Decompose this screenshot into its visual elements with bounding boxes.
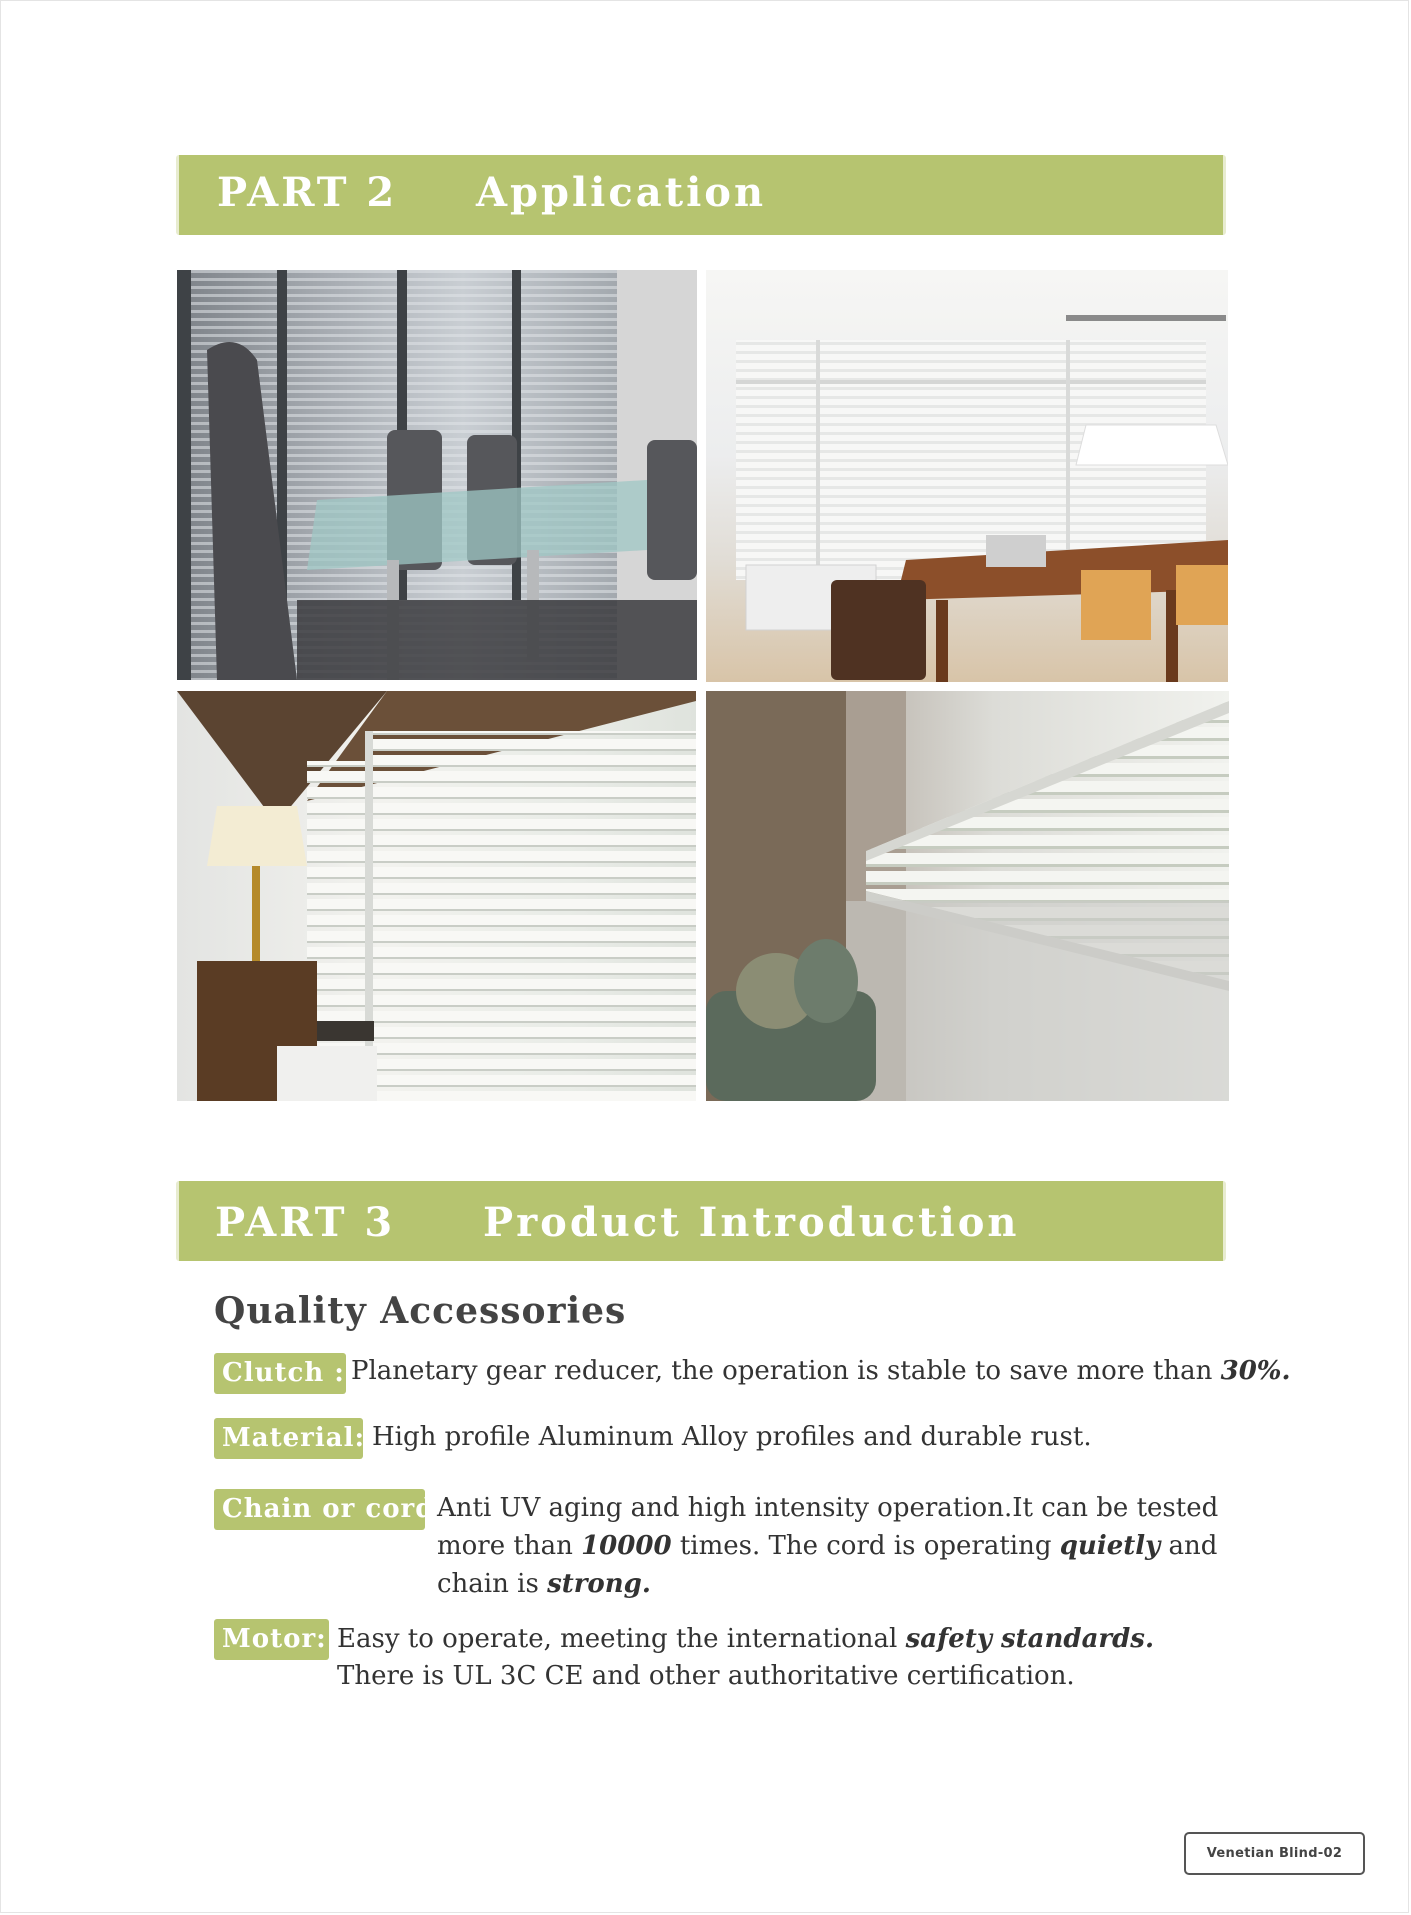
chain-line2-b: times. The cord is operating: [671, 1531, 1060, 1561]
chain-line2-a: more than: [437, 1531, 582, 1561]
part3-title: Product Introduction: [483, 1199, 1020, 1246]
part2-title: Application: [476, 169, 767, 216]
photo-sofa-window-blinds: [706, 691, 1229, 1101]
motor-line1-a: Easy to operate, meeting the international: [337, 1624, 906, 1654]
motor-tag: Motor:: [214, 1619, 329, 1660]
clutch-desc: Planetary gear reducer, the operation is stable to save more than: [351, 1356, 1221, 1386]
photo-lamp-room-white-blinds: [177, 691, 696, 1101]
chain-text-line2: [437, 1527, 1217, 1565]
chain-line2-em2: quietly: [1059, 1531, 1161, 1561]
part2-label: PART 2: [217, 169, 398, 216]
material-text: High profile Aluminum Alloy profiles and durable rust.: [372, 1422, 1092, 1452]
clutch-tag: Clutch :: [214, 1353, 346, 1394]
chain-line3-em: strong.: [547, 1569, 651, 1599]
chain-line2-em1: 10000: [581, 1531, 672, 1561]
material-tag: Material:: [214, 1418, 363, 1459]
chain-text-line3: [437, 1565, 651, 1603]
section-heading: Quality Accessories: [214, 1290, 627, 1332]
photo-dining-glass-table-blinds: [177, 270, 697, 680]
part3-banner: [176, 1181, 1226, 1261]
chain-line2-c: and: [1160, 1531, 1218, 1561]
clutch-emphasis: 30%.: [1220, 1356, 1291, 1386]
clutch-text: [351, 1352, 1291, 1390]
part3-label: PART 3: [215, 1199, 396, 1246]
part2-banner: [176, 155, 1226, 235]
page-label: Venetian Blind-02: [1184, 1832, 1365, 1875]
chain-line3-a: chain is: [437, 1569, 548, 1599]
motor-line1-em: safety standards.: [905, 1624, 1154, 1654]
chain-text-line1: Anti UV aging and high intensity operation.It can be tested: [437, 1493, 1219, 1523]
photo-dining-wood-table-white-blinds: [706, 270, 1228, 682]
motor-text-line2: There is UL 3C CE and other authoritative certification.: [337, 1661, 1075, 1691]
motor-text-line1: [337, 1620, 1154, 1658]
chain-tag: Chain or cord:: [214, 1489, 425, 1530]
